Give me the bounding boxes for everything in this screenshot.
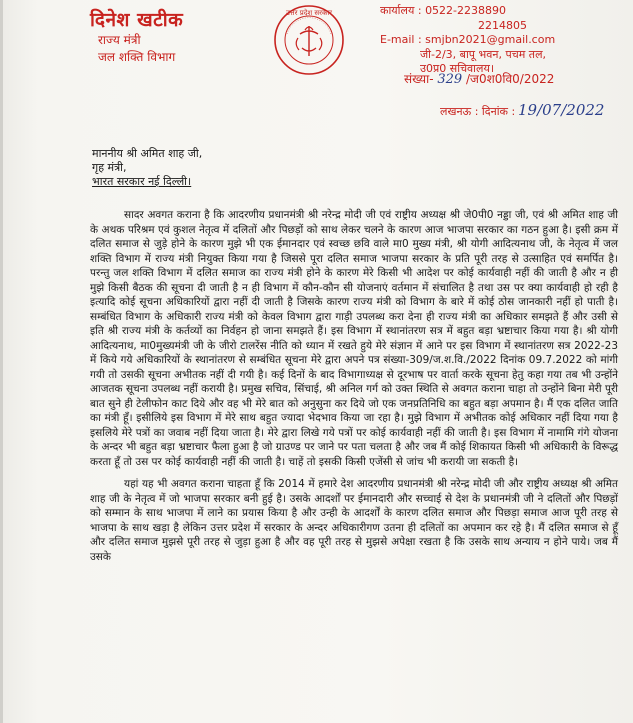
address-line-2: उ0प्र0 सचिवालय। xyxy=(420,62,495,75)
reference-handwritten: 329 xyxy=(437,72,463,87)
reference-label: संख्या- xyxy=(404,72,434,86)
reference-suffix: /ज0श0वि0/2022 xyxy=(466,72,555,86)
addressee-designation: गृह मंत्री, xyxy=(92,161,127,174)
address-line-1: जी-2/3, बापू भवन, पचम तल, xyxy=(420,47,547,61)
minister-name: दिनेश खटीक xyxy=(90,9,184,31)
date-label: लखनऊ : दिनांक : xyxy=(440,105,516,118)
letterhead-left xyxy=(90,6,183,66)
addressee-office: भारत सरकार नई दिल्ली। xyxy=(92,175,192,188)
page-edge xyxy=(0,0,3,723)
body-paragraph-1: सादर अवगत कराना है कि आदरणीय प्रधानमंत्री श्री नरेन्द्र मोदी जी एवं राष्ट्रीय अध्यक्ष श्री जे0पी0 नड्डा जी, एवं श्री अमित शाह जी के अथक परिश्रम एवं कुशल नेतृत्व में दलितों और पिछड़ों को साथ लेकर चलने के कारण आज भाजपा सरकार का गठन हुआ है। इसी क्रम में दलित समाज से जुड़े होने के कारण मुझे भी एक ईमानदार एवं स्वच्छ छवि वाले मा0 मुख्य मंत्री, श्री योगी आदित्यनाथ जी, के नेतृत्व में जल शक्ति विभाग में राज्य मंत्री नियुक्त किया गया है जिससे पूरा दलित समाज भाजपा सरकार के प्रति पूरी तरह से उत्साहित एवं समर्पित है। परन्तु जल शक्ति विभाग में दलित समाज का राज्य मंत्री होने के कारण मेरे किसी भी आदेश पर कोई कार्यवाही नहीं की जाती है और न ही मुझे किसी बैठक की सूचना दी जाती है न ही विभाग में कौन-कौन सी योजनाएं वर्तमान में संचालित है तथा उस पर क्या कार्यवाही हो रही है इत्यादि कोई सूचना अधिकारियों द्वारा नहीं दी जाती है जिसके कारण राज्य मंत्री को विभाग के बारे में कोई ठोस जानकारी नहीं हो पाती है। सम्बंधित विभाग के अधिकारी राज्य मंत्री को केवल विभाग द्वारा गाड़ी उपलब्ध करा देना ही राज्य मंत्री का अधिकार समझते हैं और उसी से इति श्री राज्य मंत्री के कर्तव्यों का निर्वहन हो जाना समझते हैं। इस विभाग में स्थानांतरण सत्र में बहुत बड़ा भ्रष्टाचार किया गया है। श्री योगी आदित्यनाथ, मा0मुख्यमंत्री जी के जीरो टालरेंस नीति को ध्यान में रखते हुये मेरे संज्ञान में आने पर इस विभाग में स्थानांतरण सत्र 2022-23 में किये गये अधिकारियों के स्थानांतरण से सम्बंधित सूचना मेरे द्वारा अपने पत्र संख्या-309/ज.श.वि./2022 दिनांक 09.7.2022 को मांगी गयी तो उसकी सूचना अभीतक नहीं दी गयी है। कई दिनों के बाद विभागाध्यक्ष से दूरभाष पर वार्ता करके सूचना हेतु कहा गया तब भी उन्होंने आजतक सूचना उपलब्ध नहीं करायी है। प्रमुख सचिव, सिंचाई, श्री अनिल गर्ग को उक्त स्थिति से अवगत कराना चाहा तो उन्होंने बिना मेरी पूरी बात सुने ही टेलीफोन काट दिये और वह भी मेरे बात को अनुसुना कर दिये जो एक जनप्रतिनिधि का बहुत बड़ा अपमान है। मैं एक दलित जाति का मंत्री हूँ। इसीलिये इस विभाग में मेरे साथ बहुत ज्यादा भेदभाव किया जा रहा है। मुझे विभाग में अभीतक कोई अधिकार नहीं दिया गया है इसलिये मेरे पत्रों का जवाब नहीं दिया जाता है। मेरे द्वारा लिखे गये पत्रों पर कोई कार्यवाही नहीं की जाती है। इस विभाग में नामामि गंगे योजना के अन्दर भी बहुत बड़ा भ्रष्टाचार फैला हुआ है जो ग्राउण्ड पर जाने पर पता चलता है और जब मैं कोई शिकायत किसी भी अधिकारी के विरूद्ध करता हूँ तो उस पर कोई कार्यवाही नहीं की जाती है। चाहें तो इसकी किसी एजेंसी से जांच भी करायी जा सकती है। xyxy=(90,209,618,468)
date-handwritten: 19/07/2022 xyxy=(518,101,605,119)
office-phone-2: 2214805 xyxy=(478,18,527,32)
office-email: E-mail : smjbn2021@gmail.com xyxy=(380,33,556,46)
department-name: जल शक्ति विभाग xyxy=(98,50,176,64)
reference-number xyxy=(404,70,554,87)
up-government-emblem-icon xyxy=(272,4,346,76)
body-paragraph-2: यहां यह भी अवगत कराना चाहता हूँ कि 2014 में हमारे देश आदरणीय प्रधानमंत्री श्री नरेन्द्र मोदी जी और राष्ट्रीय अध्यक्ष श्री अमित शाह जी के नेतृत्व में जो भाजपा सरकार बनी हुई है। उसके आदर्शों पर ईमानदारी और सच्चाई से देश के प्रधानमंत्री जी ने दलितों और पिछड़ों को सम्मान के साथ भाजपा में लाने का प्रयास किया है और उन्ही के आदर्शों के कारण दलित समाज और पिछड़ा समाज आज पूरी तरह से भाजपा के साथ खड़ा है लेकिन उत्तर प्रदेश में सरकार के अन्दर अधिकारीगण उतना ही दलितों का अपमान कर रहे है। मैं दलित समाज से हूँ और दलित समाज मुझसे पूरी तरह से जुड़ा हुआ है और वह पूरी तरह से मुझसे अपेक्षा रखता है कि उसके साथ अन्याय न होने पाये। जब मैं उसके xyxy=(90,478,618,563)
letter-body xyxy=(90,208,618,564)
emblem-text: उत्तर प्रदेश सरकार xyxy=(285,9,333,17)
office-phone: कार्यालय : 0522-2238890 xyxy=(380,4,507,17)
addressee-block xyxy=(92,147,202,189)
addressee-name: माननीय श्री अमित शाह जी, xyxy=(92,147,203,160)
letterhead-right xyxy=(380,4,625,77)
minister-title: राज्य मंत्री xyxy=(98,33,141,47)
